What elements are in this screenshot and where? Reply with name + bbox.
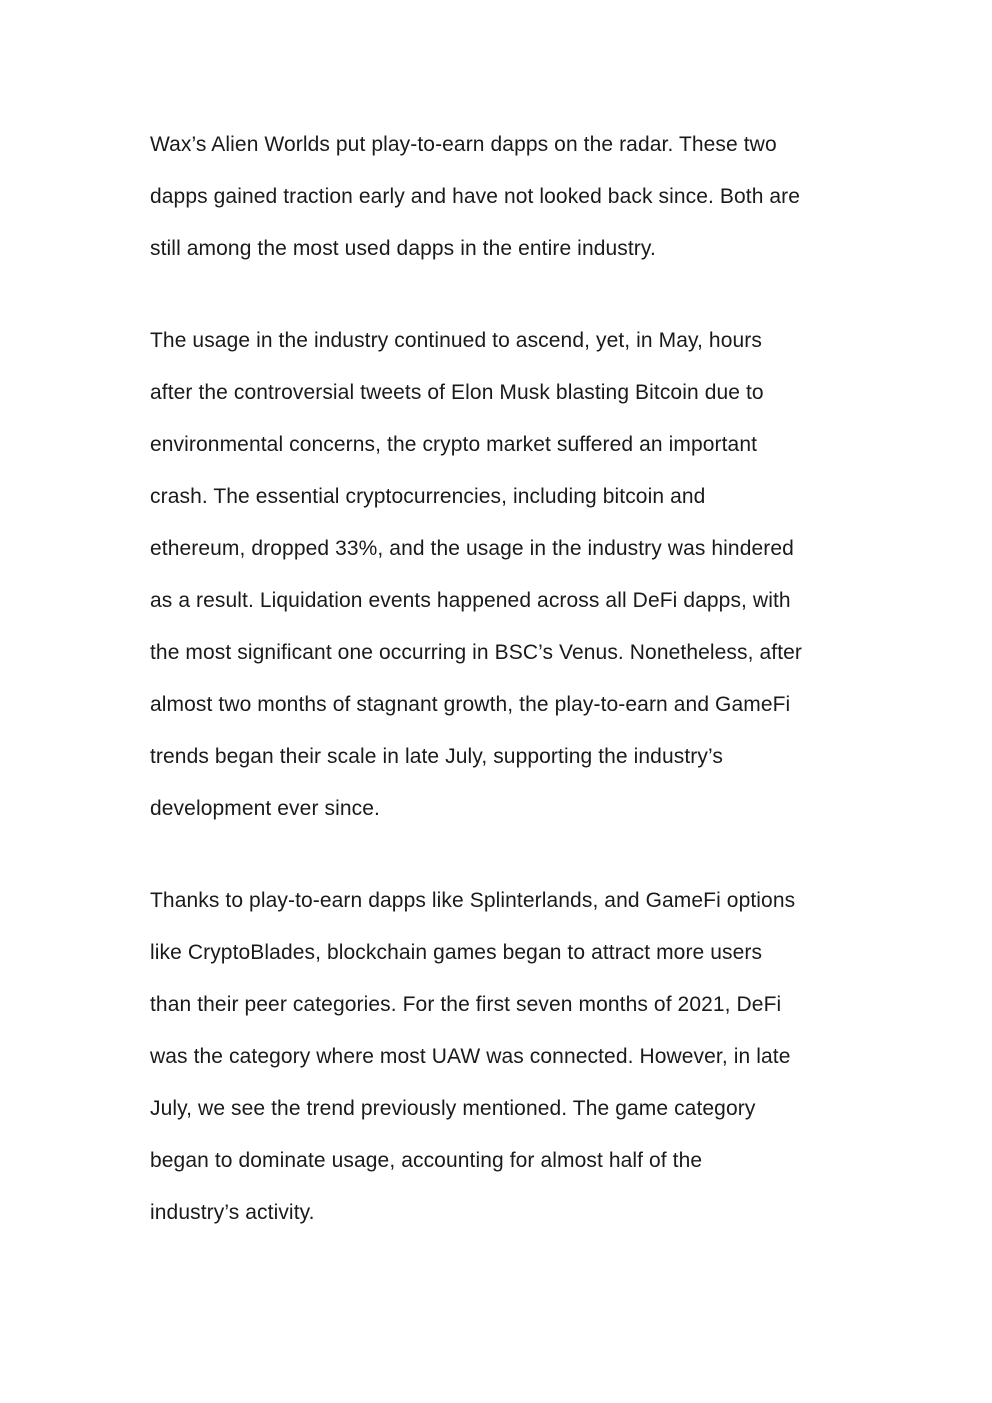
text-line: crash. The essential cryptocurrencies, including bitcoin and — [150, 485, 706, 508]
text-line: like CryptoBlades, blockchain games began to attract more users — [150, 941, 763, 964]
text-line: as a result. Liquidation events happened across all DeFi dapps, with — [150, 589, 791, 612]
text-line: Wax’s Alien Worlds put play-to-earn dapps on the radar. These two — [150, 133, 777, 156]
text-line: began to dominate usage, accounting for almost half of the — [150, 1149, 703, 1172]
text-line: development ever since. — [150, 797, 380, 820]
paragraph-3 — [150, 875, 850, 1239]
paragraph-2 — [150, 315, 850, 835]
text-line: still among the most used dapps in the entire industry. — [150, 237, 656, 260]
text-line: than their peer categories. For the first seven months of 2021, DeFi — [150, 993, 782, 1016]
text-line: after the controversial tweets of Elon Musk blasting Bitcoin due to — [150, 381, 764, 404]
text-line: the most significant one occurring in BSC’s Venus. Nonetheless, after — [150, 641, 803, 664]
text-line: trends began their scale in late July, supporting the industry’s — [150, 745, 723, 768]
text-line: industry’s activity. — [150, 1201, 315, 1224]
text-line: ethereum, dropped 33%, and the usage in the industry was hindered — [150, 537, 794, 560]
text-line: dapps gained traction early and have not looked back since. Both are — [150, 185, 801, 208]
text-line: July, we see the trend previously mentioned. The game category — [150, 1097, 756, 1120]
text-line: The usage in the industry continued to ascend, yet, in May, hours — [150, 329, 762, 352]
document-body — [150, 119, 850, 1279]
text-line: Thanks to play-to-earn dapps like Splinterlands, and GameFi options — [150, 889, 796, 912]
paragraph-1 — [150, 119, 850, 275]
text-line: environmental concerns, the crypto market suffered an important — [150, 433, 758, 456]
text-line: almost two months of stagnant growth, the play-to-earn and GameFi — [150, 693, 791, 716]
text-line: was the category where most UAW was connected. However, in late — [150, 1045, 791, 1068]
